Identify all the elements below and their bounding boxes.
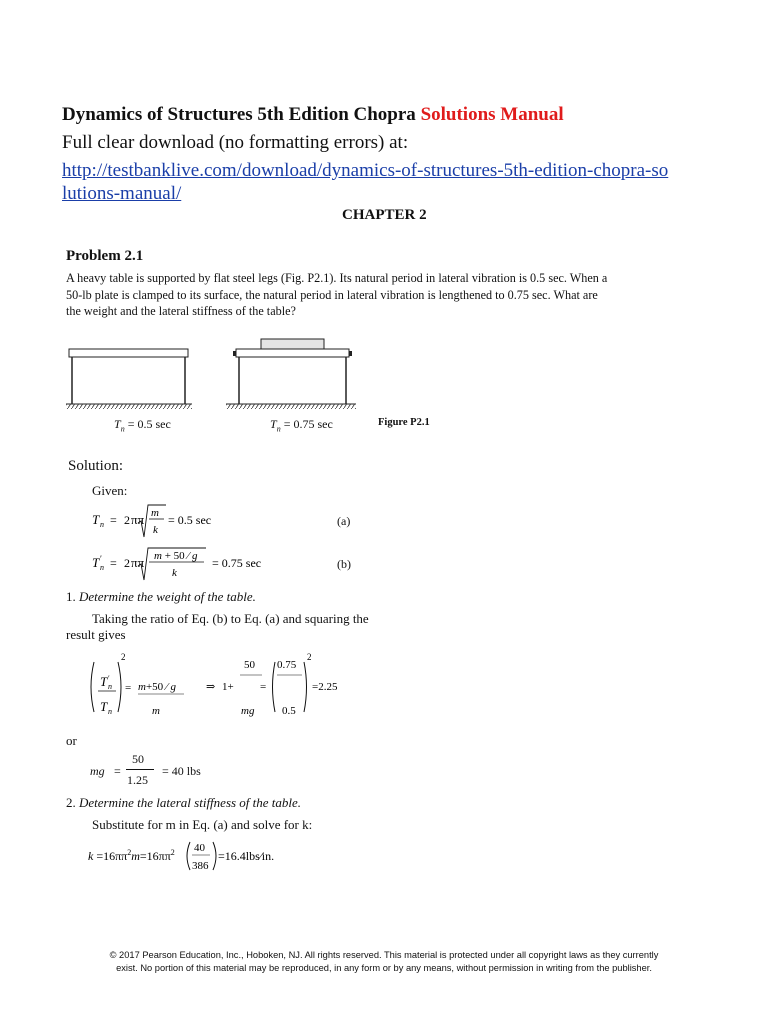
eq-b-rhs: = 0.75 sec	[212, 556, 262, 570]
k-denominator: 386	[192, 860, 209, 872]
download-link[interactable]: http://testbanklive.com/download/dynamics-of-structures-5th-edition-chopra-solutions-manual/	[62, 160, 669, 204]
k-numerator: 40	[194, 842, 205, 854]
figure-p2-1	[60, 330, 450, 415]
svg-text:=: =	[110, 513, 117, 527]
step1-paragraph-line1: Taking the ratio of Eq. (b) to Eq. (a) and squaring the	[92, 611, 369, 626]
caption-right: $T_n = 0.75$ sec	[270, 417, 333, 434]
step2-paragraph: Substitute for m in Eq. (a) and solve for k:	[92, 817, 313, 832]
figure-label: Figure P2.1	[378, 417, 430, 428]
mg-result: = 40 lbs	[162, 764, 201, 778]
svg-text:T: T	[100, 699, 108, 714]
svg-text:n: n	[100, 563, 104, 572]
eq-a-label: (a)	[337, 514, 351, 528]
svg-text:0.5: 0.5	[282, 705, 296, 717]
svg-text:k: k	[153, 524, 158, 536]
svg-text:k: k	[172, 567, 177, 579]
svg-text:=: =	[125, 682, 132, 694]
svg-text:2: 2	[124, 556, 130, 570]
svg-text:2: 2	[121, 652, 126, 662]
svg-text:ππ: ππ	[131, 555, 145, 570]
svg-text:0.75: 0.75	[277, 659, 297, 671]
svg-text:m: m	[151, 507, 159, 519]
title-text: Dynamics of Structures 5th Edition Chopra	[62, 104, 416, 125]
svg-text:T: T	[92, 512, 100, 527]
svg-text:T: T	[100, 674, 108, 689]
svg-text:k =16ππ2m=16ππ2: $k =16\pi\pi^2m=16\pi\pi^2$	[88, 848, 175, 863]
eq-a-rhs: = 0.5 sec	[168, 513, 212, 527]
ratio-equation	[84, 650, 384, 725]
svg-text:n: n	[108, 707, 112, 716]
solution-heading: Solution:	[68, 458, 124, 474]
step1-heading: 1. Determine the weight of the table.	[66, 589, 256, 604]
copyright-line-1: © 2017 Pearson Education, Inc., Hoboken, NJ. All rights reserved. This material is protected under all copyright laws as they currently	[109, 950, 659, 960]
chapter-heading: CHAPTER 2	[342, 207, 427, 223]
svg-text:T: T	[92, 555, 100, 570]
mg-denominator: 1.25	[127, 773, 148, 787]
ratio-rhs: =2.25	[312, 681, 338, 693]
title-highlight: Solutions Manual	[420, 104, 564, 125]
svg-text:m + 50 ⁄ g: m + 50 ⁄ g	[154, 550, 198, 562]
table-with-plate	[226, 339, 356, 409]
equation-b	[88, 545, 288, 585]
eq-b-label: (b)	[337, 557, 351, 571]
svg-text:m: m	[152, 705, 160, 717]
svg-text:⇒: ⇒	[206, 681, 216, 693]
svg-text:n: n	[100, 520, 104, 529]
mg-equation: mg = 50 1.25 = 40 lbs	[90, 752, 201, 787]
table-without-plate	[66, 349, 192, 409]
equation-a	[88, 502, 268, 542]
step2-heading: 2. Determine the lateral stiffness of the table.	[66, 795, 302, 810]
svg-text:mg: mg	[241, 705, 255, 717]
svg-text:n: n	[108, 682, 112, 691]
svg-text:ππ: ππ	[131, 512, 145, 527]
caption-left: $T_n = 0.5$ sec	[114, 417, 171, 434]
k-equation	[86, 836, 306, 876]
problem-heading: Problem 2.1	[66, 248, 144, 264]
step1-paragraph-line2: result gives	[66, 627, 126, 642]
copyright-footer	[60, 949, 708, 975]
document-title	[62, 104, 564, 126]
given-label: Given:	[92, 483, 128, 498]
download-note: Full clear download (no formatting errors) at:	[62, 132, 409, 153]
svg-text:=: =	[110, 556, 117, 570]
svg-text:=: =	[260, 681, 267, 693]
problem-statement: A heavy table is supported by flat steel legs (Fig. P2.1). Its natural period in lateral vibration is 0.5 sec. When a 50-lb plate is clamped to its surface, the natural period in lateral vibration is lengthened to 0.75 sec. What are the weight and the lateral stiffness of the table?	[66, 271, 608, 318]
svg-text:2: 2	[307, 652, 312, 662]
svg-text:′: ′	[108, 674, 110, 683]
svg-text:1+: 1+	[222, 681, 234, 693]
copyright-line-2: exist. No portion of this material may be reproduced, in any form or by any means, without permission in writing from the publisher.	[116, 963, 652, 973]
or-text: or	[66, 733, 77, 748]
svg-text:2: 2	[124, 513, 130, 527]
svg-text:m+50 ⁄ g: m+50 ⁄ g	[138, 681, 176, 693]
svg-text:′: ′	[100, 554, 102, 564]
mg-numerator: 50	[132, 752, 144, 766]
k-result: =16.4lbs⁄in.	[218, 849, 275, 863]
svg-text:50: 50	[244, 659, 255, 671]
